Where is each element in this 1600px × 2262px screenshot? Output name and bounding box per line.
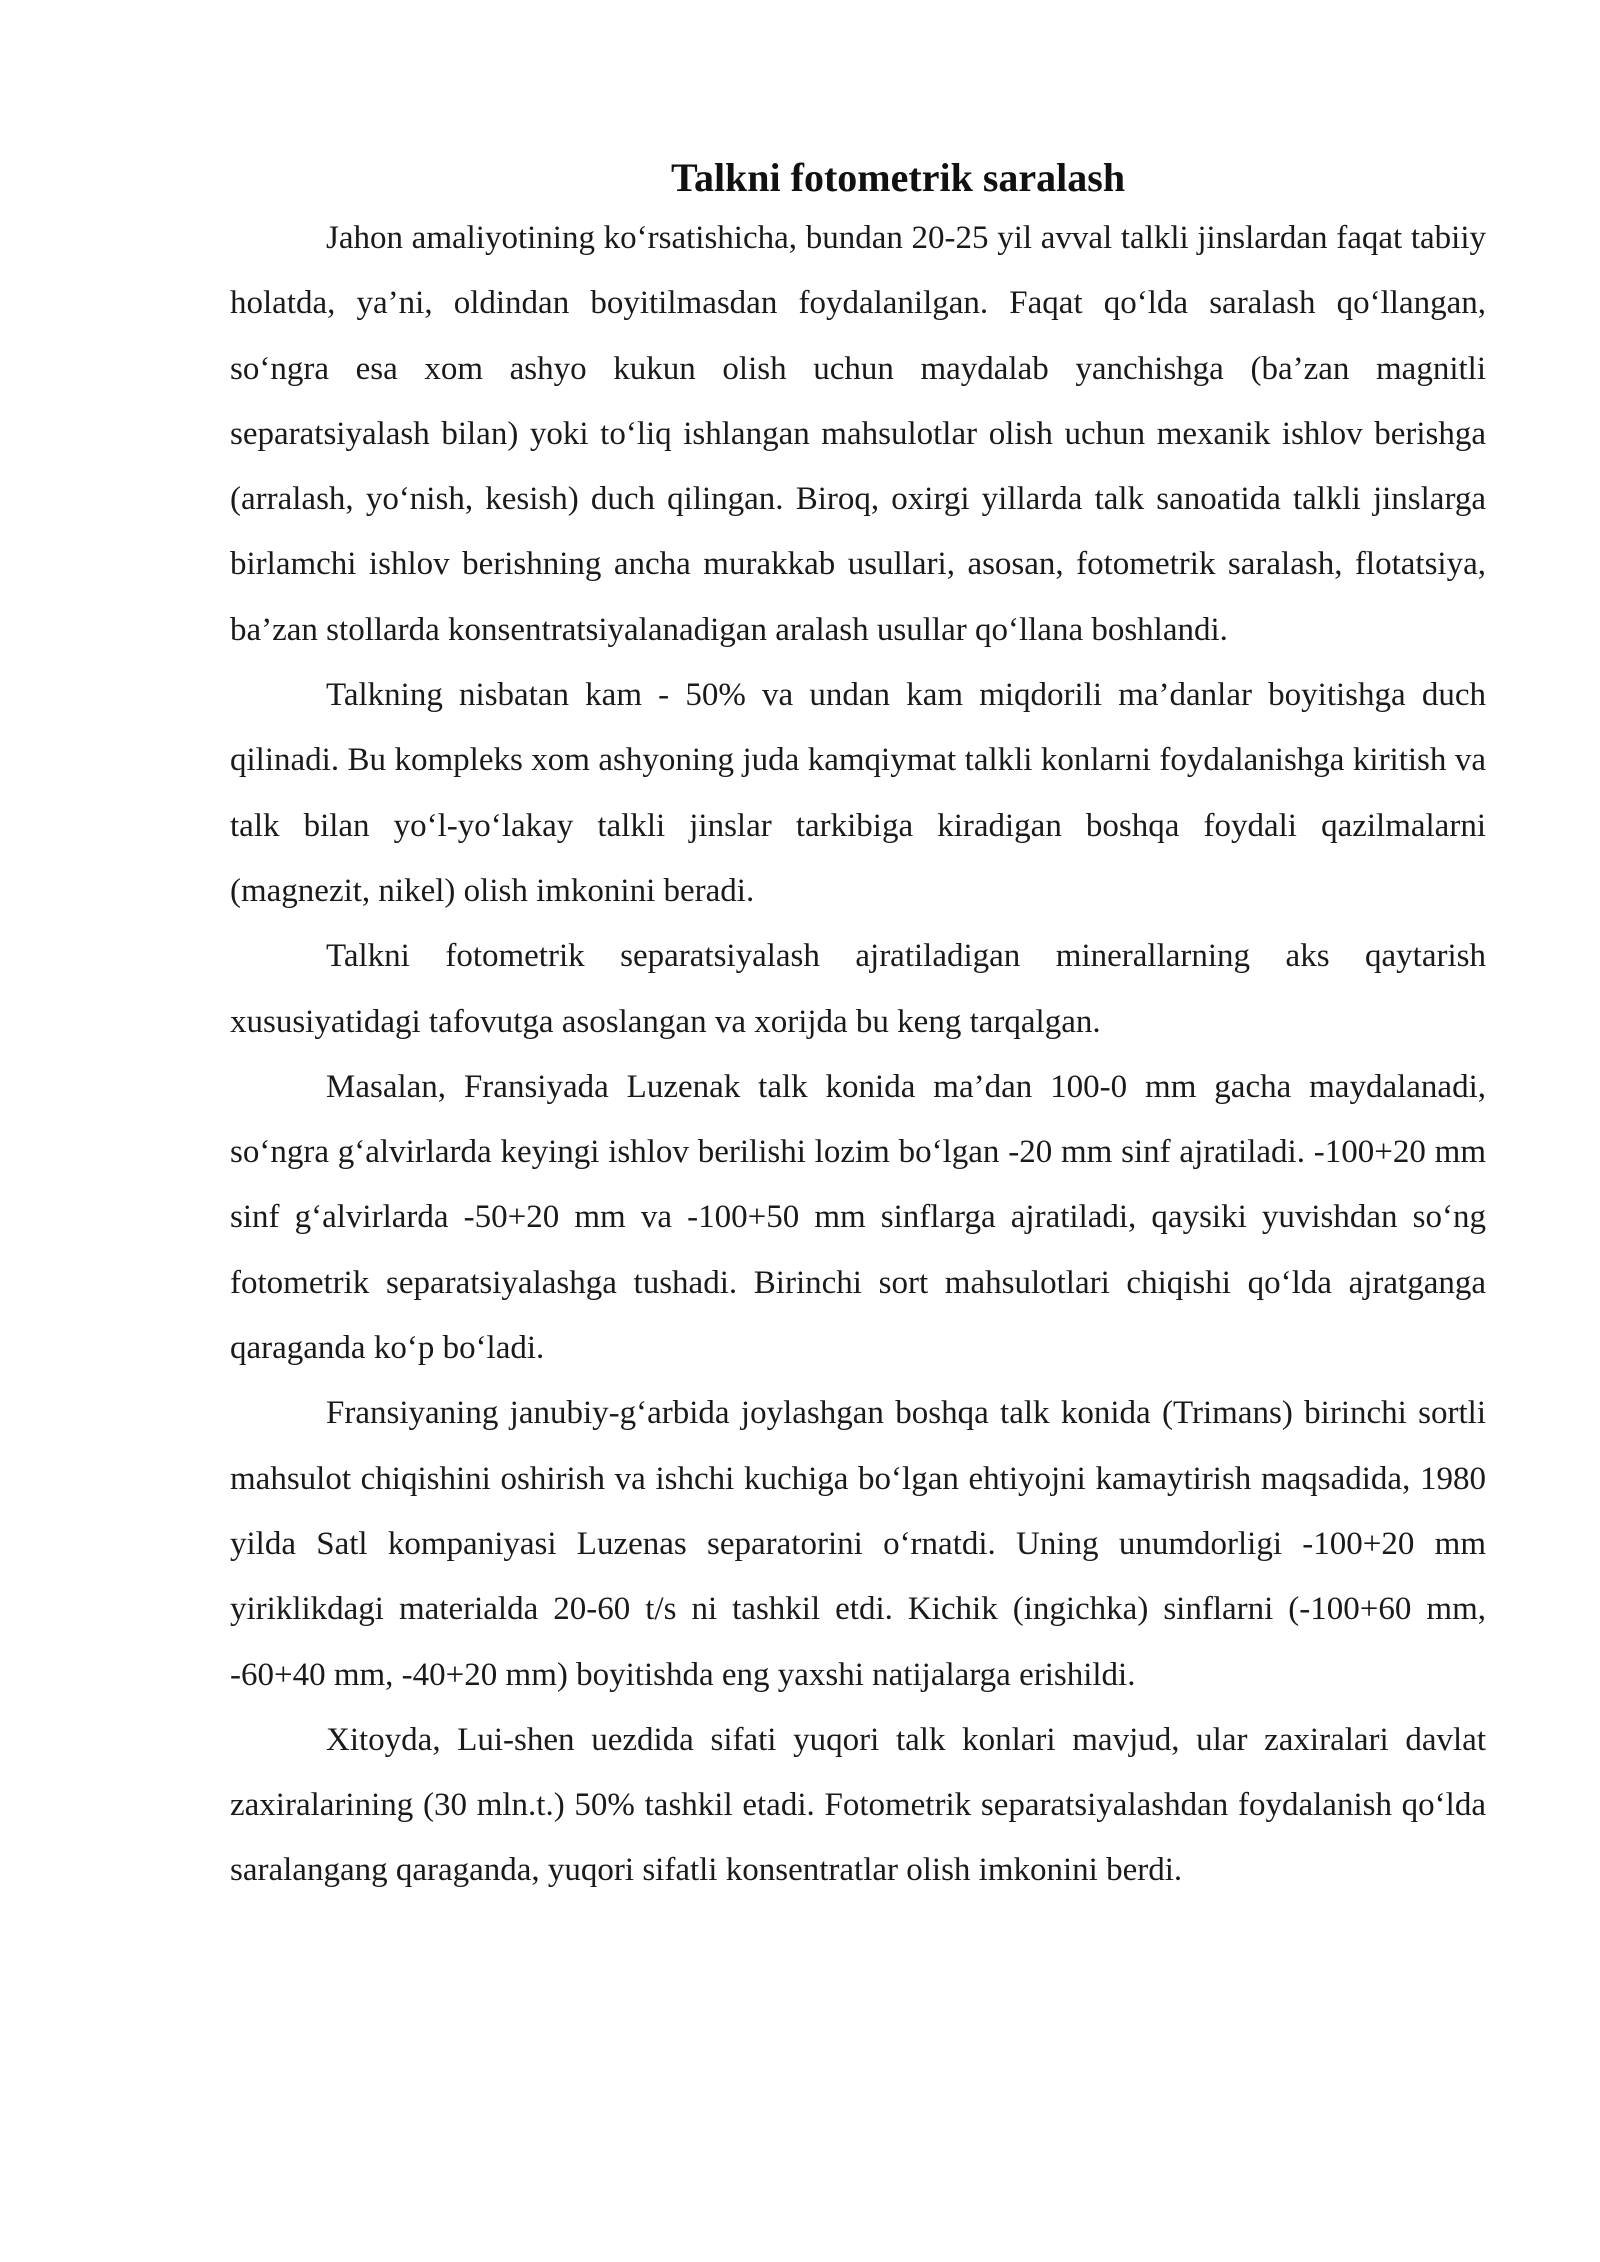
paragraph-5: Fransiyaning janubiy-g‘arbida joylashgan boshqa talk konida (Trimans) birinchi sortli mahsulot chiqishini oshirish va ishchi kuchiga bo‘lgan ehtiyojni kamaytirish maqsadida, 1980 yilda Satl kompaniyasi Luzenas separatorini o‘rnatdi. Uning unumdorligi -100+20 mm yiriklikdagi materialda 20-60 t/s ni tashkil etdi. Kichik (ingichka) sinflarni (-100+60 mm, -60+40 mm, -40+20 mm) boyitishda eng yaxshi natijalarga erishildi. — [230, 1395, 1486, 1693]
paragraph-1: Jahon amaliyotining ko‘rsatishicha, bundan 20-25 yil avval talkli jinslardan faqat tabiiy holatda, ya’ni, oldindan boyitilmasdan foydalanilgan. Faqat qo‘lda saralash qo‘llangan, so‘ngra esa xom ashyo kukun olish uchun maydalab yanchishga (ba’zan magnitli separatsiyalash bilan) yoki to‘liq ishlangan mahsulotlar olish uchun mexanik ishlov berishga (arralash, yo‘nish, kesish) duch qilingan. Biroq, oxirgi yillarda talk sanoatida talkli jinslarga birlamchi ishlov berishning ancha murakkab usullari, asosan, fotometrik saralash, flotatsiya, ba’zan stollarda konsentratsiyalanadigan aralash usullar qo‘llana boshlandi. — [230, 220, 1486, 648]
paragraph-3: Talkni fotometrik separatsiyalash ajratiladigan minerallarning aks qaytarish xususiyatidagi tafovutga asoslangan va xorijda bu keng tarqalgan. — [230, 938, 1486, 1040]
paragraph-4: Masalan, Fransiyada Luzenak talk konida ma’dan 100-0 mm gacha maydalanadi, so‘ngra g‘alvirlarda keyingi ishlov berilishi lozim bo‘lgan -20 mm sinf ajratiladi. -100+20 mm sinf g‘alvirlarda -50+20 mm va -100+50 mm sinflarga ajratiladi, qaysiki yuvishdan so‘ng fotometrik separatsiyalashga tushadi. Birinchi sort mahsulotlari chiqishi qo‘lda ajratganga qaraganda ko‘p bo‘ladi. — [230, 1068, 1486, 1367]
paragraph-6: Xitoyda, Lui-shen uezdida sifati yuqori talk konlari mavjud, ular zaxiralari davlat zaxiralarining (30 mln.t.) 50% tashkil etadi. Fotometrik separatsiyalashdan foydalanish qo‘lda saralangang qaraganda, yuqori sifatli konsentratlar olish imkonini berdi. — [230, 1721, 1486, 1889]
paragraph-2: Talkning nisbatan kam - 50% va undan kam miqdorili ma’danlar boyitishga duch qilinadi. Bu kompleks xom ashyoning juda kamqiymat talkli konlarni foydalanishga kiritish va talk bilan yo‘l-yo‘lakay talkli jinslar tarkibiga kiradigan boshqa foydali qazilmalarni (magnezit, nikel) olish imkonini beradi. — [230, 677, 1486, 909]
document-title: Talkni fotometrik saralash — [670, 155, 1126, 200]
